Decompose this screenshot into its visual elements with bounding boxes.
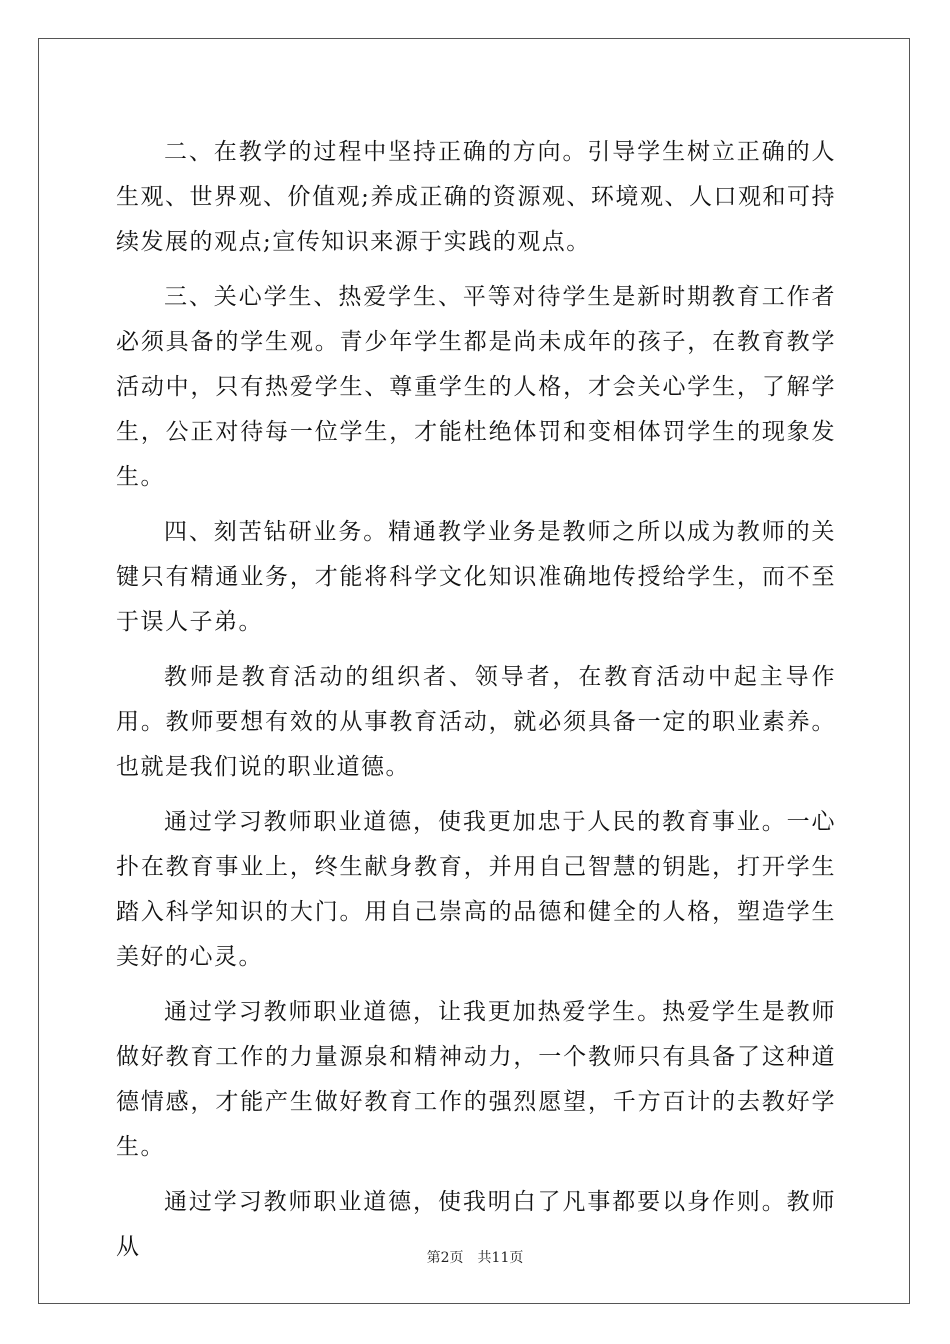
paragraph: 通过学习教师职业道德，让我更加热爱学生。热爱学生是教师做好教育工作的力量源泉和精神动力，一个教师只有具备了这种道德情感，才能产生做好教育工作的强烈愿望，千方百计的去教好学生。 xyxy=(116,999,836,1160)
paragraph: 四、刻苦钻研业务。精通教学业务是教师之所以成为教师的关键只有精通业务，才能将科学文化知识准确地传授给学生，而不至于误人子弟。 xyxy=(116,519,836,635)
paragraph: 通过学习教师职业道德，使我更加忠于人民的教育事业。一心扑在教育事业上，终生献身教育，并用自己智慧的钥匙，打开学生踏入科学知识的大门。用自己崇高的品德和健全的人格，塑造学生美好的心灵。 xyxy=(116,809,836,970)
document-body xyxy=(116,130,836,1280)
paragraph: 教师是教育活动的组织者、领导者，在教育活动中起主导作用。教师要想有效的从事教育活动，就必须具备一定的职业素养。也就是我们说的职业道德。 xyxy=(116,664,836,780)
page-total: 共11页 xyxy=(477,1250,524,1266)
paragraph: 二、在教学的过程中坚持正确的方向。引导学生树立正确的人生观、世界观、价值观;养成正确的资源观、环境观、人口观和可持续发展的观点;宣传知识来源于实践的观点。 xyxy=(116,139,836,255)
page-number: 第2页 xyxy=(426,1250,464,1266)
page-footer xyxy=(0,1247,950,1267)
paragraph: 三、关心学生、热爱学生、平等对待学生是新时期教育工作者必须具备的学生观。青少年学生都是尚未成年的孩子，在教育教学活动中，只有热爱学生、尊重学生的人格，才会关心学生，了解学生，公正对待每一位学生，才能杜绝体罚和变相体罚学生的现象发生。 xyxy=(116,284,836,490)
paragraph: 通过学习教师职业道德，使我明白了凡事都要以身作则。教师从 xyxy=(116,1189,836,1260)
